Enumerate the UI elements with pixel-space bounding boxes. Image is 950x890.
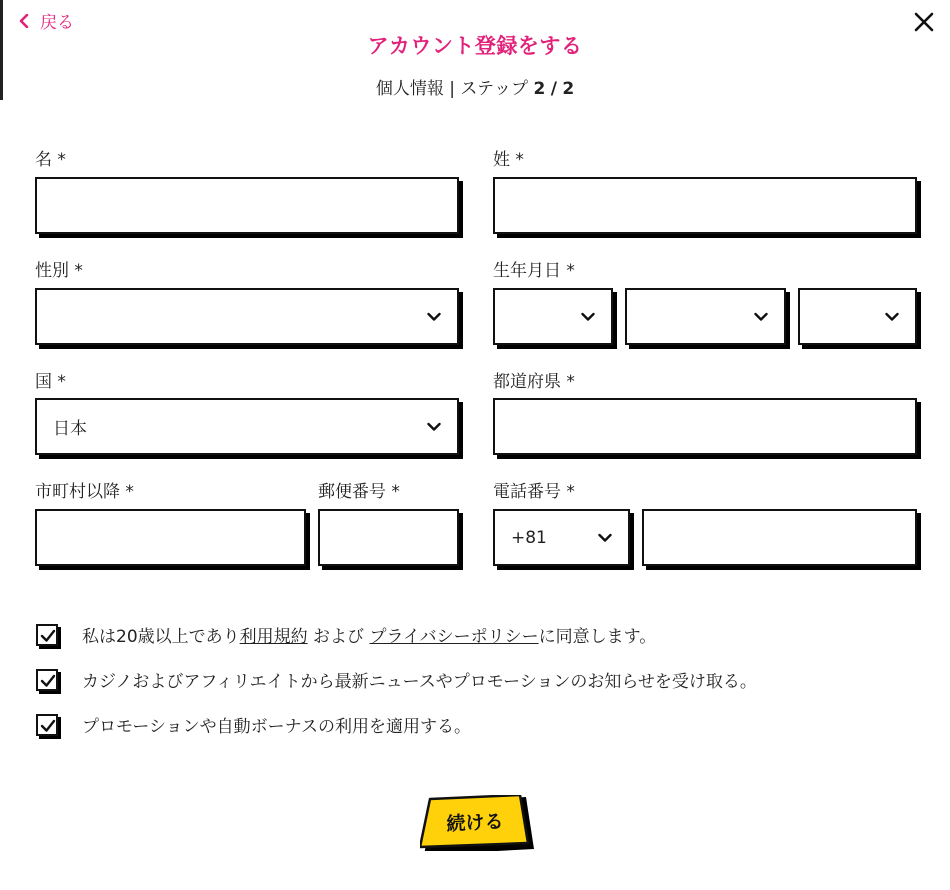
page-title: アカウント登録をする [367, 34, 583, 58]
postal-code-input[interactable] [318, 509, 459, 566]
terms-link[interactable]: 利用規約 [239, 627, 308, 647]
last-name-input[interactable] [493, 177, 917, 234]
step-current: 2 [533, 79, 546, 99]
phone-label: 電話番号 * [493, 482, 575, 502]
city-input[interactable] [35, 509, 306, 566]
prefecture-label: 都道府県 * [493, 372, 575, 392]
step-total: 2 [562, 79, 575, 99]
phone-number-input[interactable] [642, 509, 917, 566]
gender-label: 性別 * [35, 261, 83, 281]
chevron-down-icon [581, 312, 595, 322]
continue-label: 続ける [445, 810, 505, 836]
postal-code-label: 郵便番号 * [318, 482, 400, 502]
privacy-policy-link[interactable]: プライバシーポリシー [369, 627, 539, 647]
back-label: 戻る [40, 13, 74, 33]
chevron-down-icon [427, 422, 441, 432]
chevron-down-icon [598, 533, 612, 543]
gender-select[interactable] [35, 288, 459, 345]
consent-news-row [36, 667, 757, 692]
birthdate-year-select[interactable] [493, 288, 613, 345]
continue-button[interactable] [420, 795, 534, 851]
country-select[interactable] [35, 398, 459, 455]
consent-bonus-text: プロモーションや自動ボーナスの利用を適用する。 [82, 717, 471, 737]
consent-news-text: カジノおよびアフィリエイトから最新ニュースやプロモーションのお知らせを受け取る。 [82, 672, 757, 692]
consent-terms-suffix: に同意します。 [538, 627, 657, 647]
consent-terms-text [82, 622, 656, 647]
city-label: 市町村以降 * [35, 482, 134, 502]
news-checkbox[interactable] [36, 669, 58, 691]
prefecture-input[interactable] [493, 398, 917, 455]
chevron-left-icon [18, 14, 30, 28]
step-indicator [0, 74, 950, 99]
birthdate-month-select[interactable] [625, 288, 786, 345]
consent-terms-middle: および [307, 627, 370, 647]
country-value: 日本 [53, 419, 87, 439]
country-label: 国 * [35, 372, 66, 392]
consent-terms-row [36, 622, 656, 647]
last-name-label: 姓 * [493, 150, 524, 170]
bonus-checkbox[interactable] [36, 714, 58, 736]
phone-country-code-select[interactable] [493, 509, 630, 566]
first-name-input[interactable] [35, 177, 459, 234]
chevron-down-icon [754, 312, 768, 322]
checkmark-icon [39, 717, 57, 735]
first-name-label: 名 * [35, 150, 66, 170]
birthdate-day-select[interactable] [798, 288, 917, 345]
step-prefix: 個人情報 | ステップ [375, 79, 529, 99]
birthdate-label: 生年月日 * [493, 261, 575, 281]
chevron-down-icon [427, 312, 441, 322]
checkmark-icon [39, 627, 57, 645]
consent-terms-prefix: 私は20歳以上であり [82, 627, 240, 647]
terms-checkbox[interactable] [36, 624, 58, 646]
step-separator: / [550, 79, 557, 99]
chevron-down-icon [885, 312, 899, 322]
phone-country-code-value: +81 [511, 527, 547, 548]
consent-bonus-row [36, 712, 471, 737]
checkmark-icon [39, 672, 57, 690]
